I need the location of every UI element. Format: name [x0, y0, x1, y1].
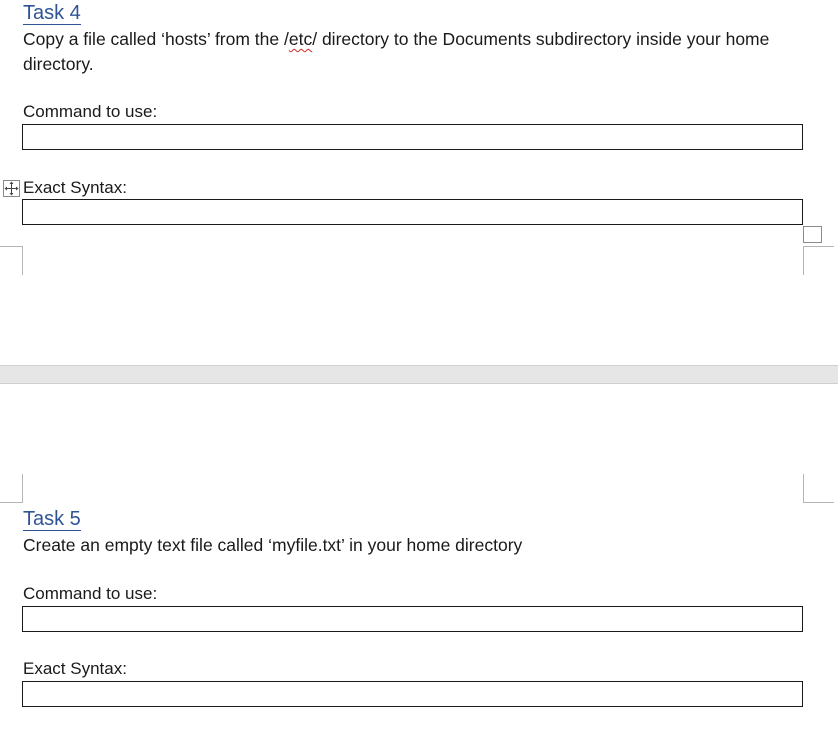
task-4-description: Copy a file called ‘hosts’ from the /etc/ directory to the Documents subdirectory inside your home directory.	[23, 29, 770, 74]
task-4-syntax-field[interactable]	[22, 199, 803, 225]
task-5-command-label: Command to use:	[23, 584, 158, 603]
table-resize-handle-icon[interactable]	[803, 226, 822, 243]
task-4-command-field[interactable]	[22, 124, 803, 150]
spellcheck-flagged-word[interactable]: etc	[288, 29, 313, 49]
table-move-handle-icon[interactable]	[3, 180, 20, 197]
task-5-description: Create an empty text file called ‘myfile.txt’ in your home directory	[23, 535, 523, 555]
task-5-syntax-field[interactable]	[22, 681, 803, 707]
four-way-arrow-icon	[4, 181, 19, 196]
page-margin-corner-mark	[0, 246, 23, 275]
page-margin-corner-mark	[0, 474, 23, 503]
page-margin-corner-mark	[803, 246, 834, 275]
task-4-command-label: Command to use:	[23, 102, 158, 121]
task-4-syntax-label: Exact Syntax:	[23, 178, 127, 197]
task-5-heading: Task 5	[23, 508, 81, 530]
task-5-syntax-label: Exact Syntax:	[23, 659, 127, 678]
page-separator	[0, 365, 838, 384]
page-margin-corner-mark	[803, 474, 834, 503]
task-4-heading: Task 4	[23, 2, 81, 24]
task-5-command-field[interactable]	[22, 606, 803, 632]
